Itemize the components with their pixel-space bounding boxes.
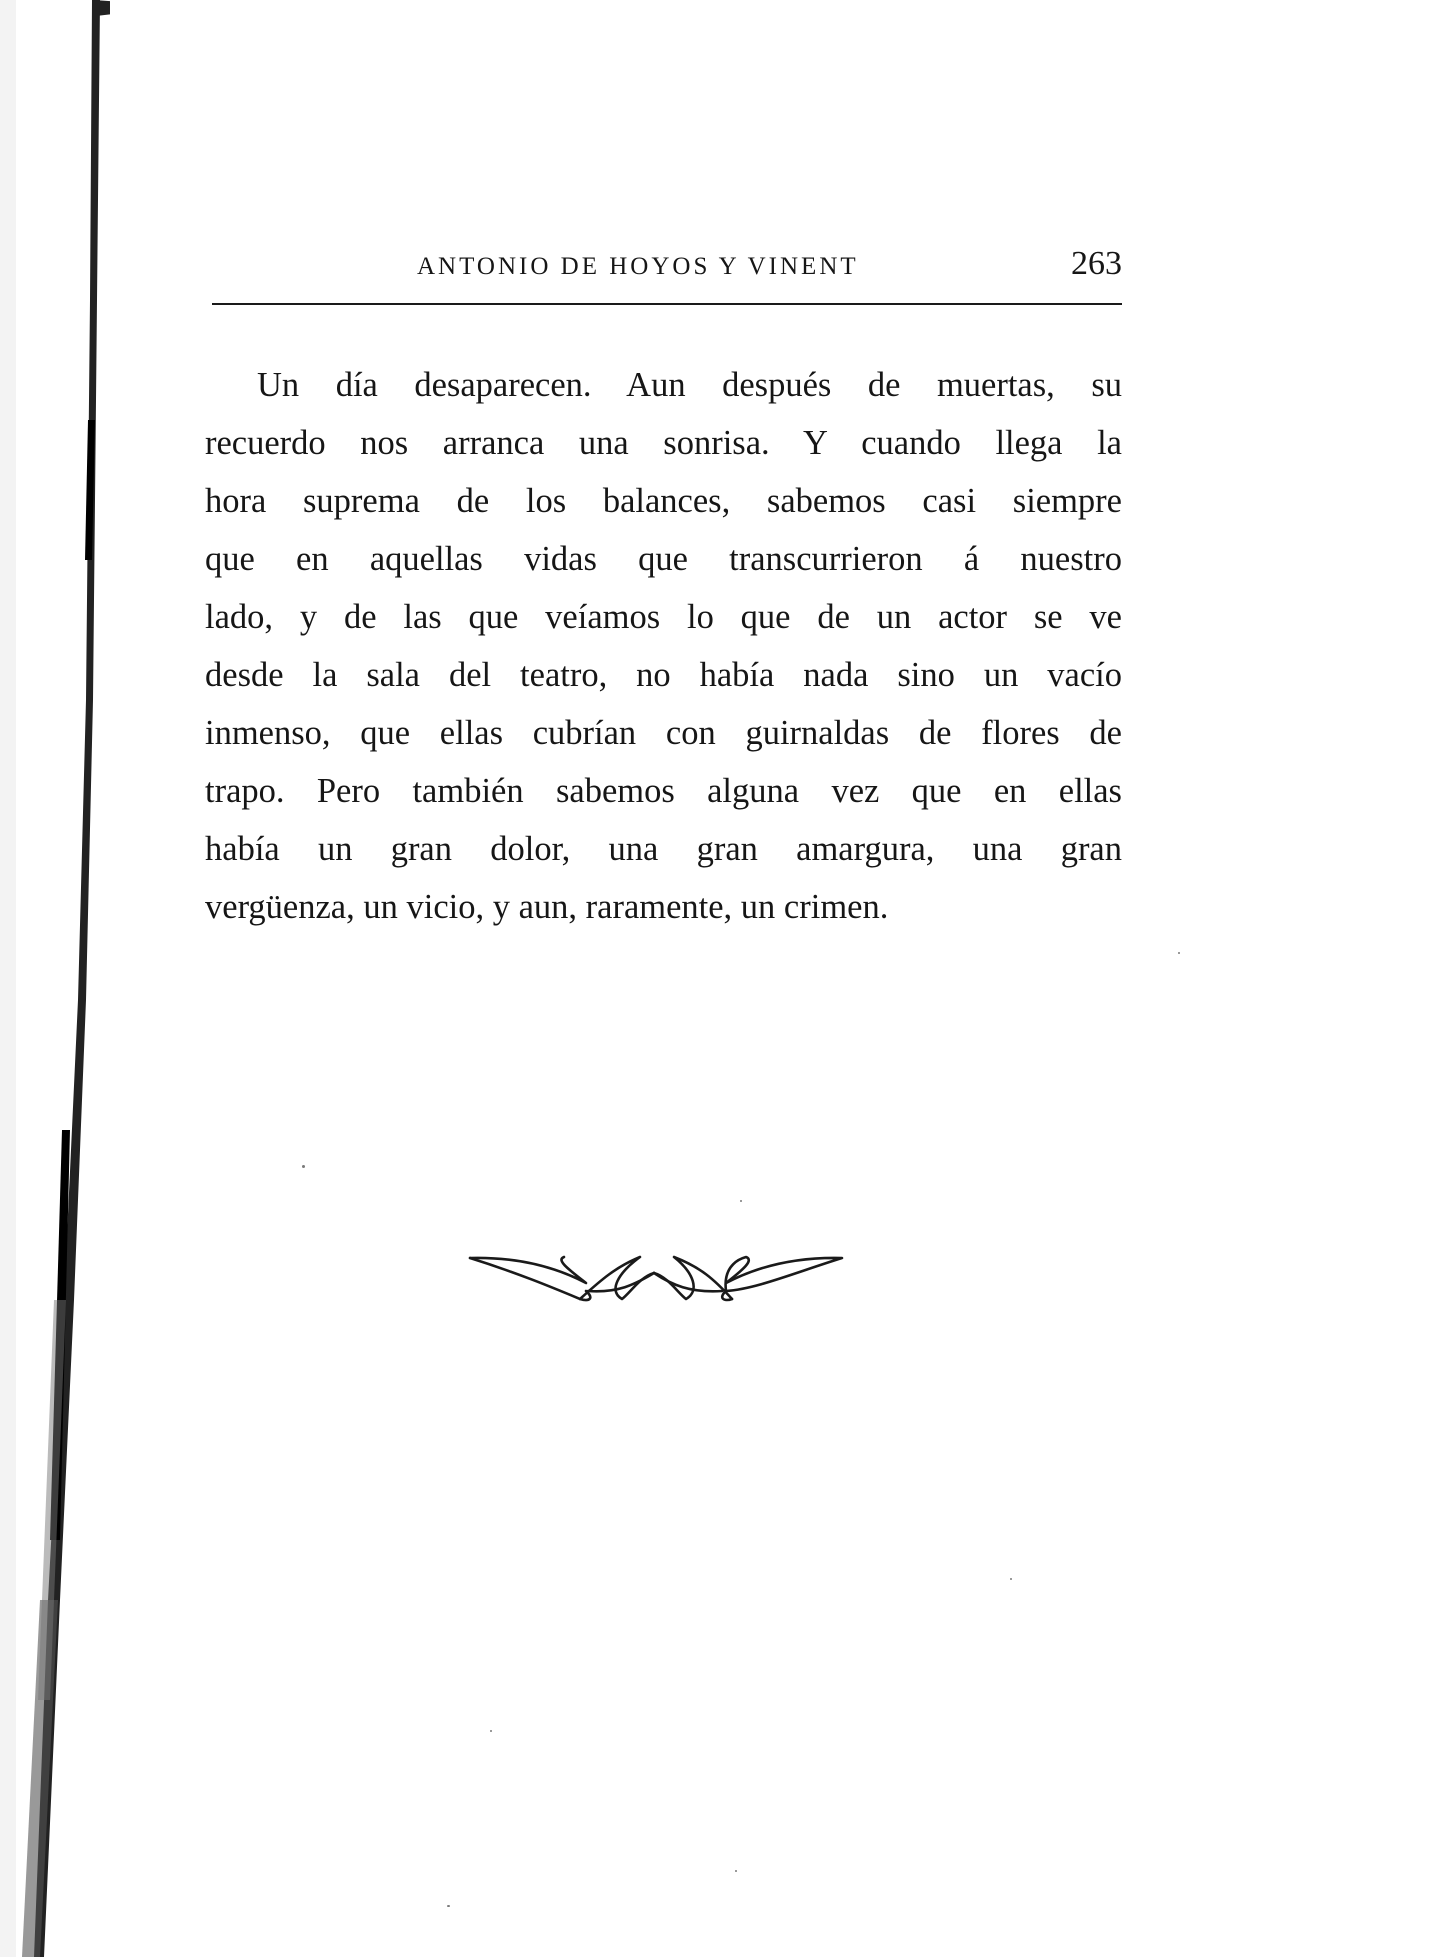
text-line: Un día desaparecen. Aun después de muertas, su: [257, 366, 1122, 404]
tailpiece-ornament-icon: [468, 1243, 844, 1313]
text-line: que en aquellas vidas que transcurrieron á nuestro: [205, 540, 1122, 578]
text-line: recuerdo nos arranca una sonrisa. Y cuando llega la: [205, 424, 1122, 462]
scan-speck: [740, 1200, 742, 1202]
text-line: inmenso, que ellas cubrían con guirnaldas de flores de: [205, 714, 1122, 752]
text-line: hora suprema de los balances, sabemos casi siempre: [205, 482, 1122, 520]
binding-edge-shadow: [0, 0, 110, 1957]
body-paragraph: [205, 356, 1122, 936]
scan-speck: [735, 1870, 737, 1872]
page-header: [212, 245, 1122, 295]
text-line: desde la sala del teatro, no había nada sino un vacío: [205, 656, 1122, 694]
text-line: vergüenza, un vicio, y aun, raramente, un crimen.: [205, 888, 889, 926]
scan-speck: [447, 1905, 450, 1907]
text-line: había un gran dolor, una gran amargura, una gran: [205, 830, 1122, 868]
scan-speck: [490, 1730, 492, 1732]
running-head: ANTONIO DE HOYOS Y VINENT: [417, 253, 859, 280]
text-line: lado, y de las que veíamos lo que de un actor se ve: [205, 598, 1122, 636]
header-rule: [212, 303, 1122, 305]
text-line: trapo. Pero también sabemos alguna vez que en ellas: [205, 772, 1122, 810]
scan-speck: [1010, 1578, 1012, 1580]
page-number: 263: [1071, 245, 1122, 282]
scan-speck: [302, 1165, 305, 1168]
scan-speck: [1178, 952, 1180, 954]
